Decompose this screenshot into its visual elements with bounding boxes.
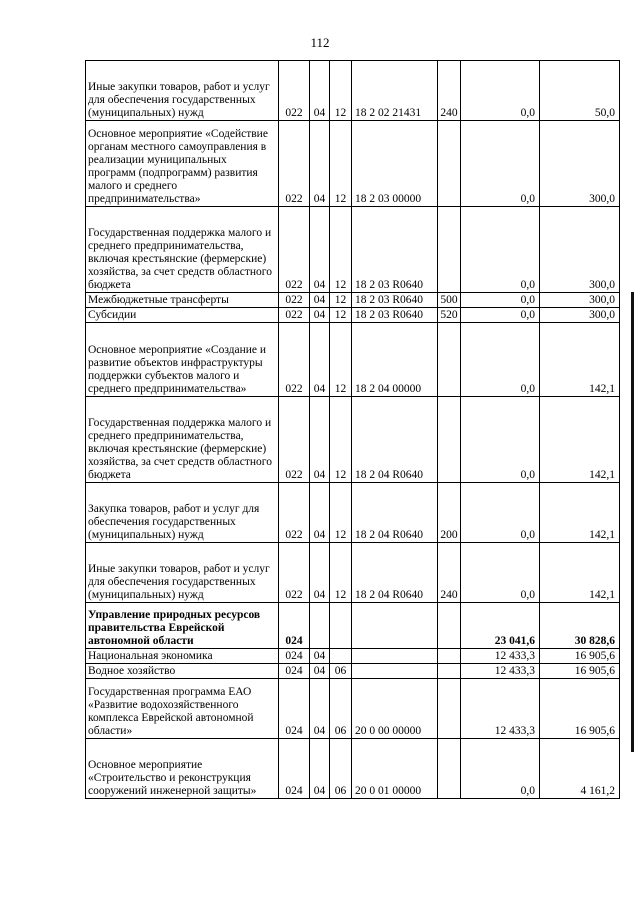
table-row [86, 121, 620, 207]
target-article: 18 2 03 R0640 [352, 293, 438, 308]
scan-edge-mark [631, 292, 634, 752]
expense-type: 200 [438, 483, 461, 543]
subsection-code: 06 [330, 679, 352, 739]
amount-year-2: 300,0 [540, 121, 620, 207]
amount-year-2: 50,0 [540, 61, 620, 121]
subsection-code: 12 [330, 207, 352, 293]
section-code: 04 [310, 323, 330, 397]
amount-year-2: 300,0 [540, 207, 620, 293]
subsection-code: 06 [330, 664, 352, 679]
budget-table [85, 60, 620, 799]
amount-year-2: 16 905,6 [540, 679, 620, 739]
table-row [86, 649, 620, 664]
expense-type [438, 397, 461, 483]
expense-type: 240 [438, 61, 461, 121]
section-code [310, 603, 330, 649]
table-row [86, 664, 620, 679]
target-article: 18 2 03 00000 [352, 121, 438, 207]
row-name: Межбюджетные трансферты [86, 293, 279, 308]
row-name: Управление природных ресурсов правительства Еврейской автономной области [86, 603, 279, 649]
target-article: 18 2 04 R0640 [352, 397, 438, 483]
subsection-code: 12 [330, 323, 352, 397]
row-name: Государственная программа ЕАО «Развитие водохозяйственного комплекса Еврейской автономной области» [86, 679, 279, 739]
target-article: 18 2 03 R0640 [352, 308, 438, 323]
amount-year-1: 12 433,3 [461, 649, 540, 664]
row-name: Иные закупки товаров, работ и услуг для обеспечения государственных (муниципальных) нужд [86, 543, 279, 603]
target-article [352, 603, 438, 649]
amount-year-2: 16 905,6 [540, 649, 620, 664]
page-number: 112 [310, 35, 330, 50]
subsection-code: 12 [330, 397, 352, 483]
ministry-code: 024 [279, 603, 310, 649]
amount-year-1: 0,0 [461, 483, 540, 543]
subsection-code [330, 603, 352, 649]
ministry-code: 024 [279, 739, 310, 799]
row-name: Основное мероприятие «Строительство и реконструкция сооружений инженерной защиты» [86, 739, 279, 799]
expense-type [438, 603, 461, 649]
expense-type: 500 [438, 293, 461, 308]
amount-year-2: 4 161,2 [540, 739, 620, 799]
amount-year-1: 0,0 [461, 308, 540, 323]
expense-type [438, 207, 461, 293]
section-code: 04 [310, 679, 330, 739]
ministry-code: 022 [279, 483, 310, 543]
subsection-code: 06 [330, 739, 352, 799]
amount-year-2: 142,1 [540, 323, 620, 397]
amount-year-2: 300,0 [540, 308, 620, 323]
ministry-code: 022 [279, 397, 310, 483]
target-article: 18 2 04 R0640 [352, 483, 438, 543]
ministry-code: 024 [279, 664, 310, 679]
amount-year-2: 16 905,6 [540, 664, 620, 679]
table-row [86, 603, 620, 649]
target-article: 18 2 04 R0640 [352, 543, 438, 603]
ministry-code: 022 [279, 61, 310, 121]
section-code: 04 [310, 293, 330, 308]
ministry-code: 024 [279, 679, 310, 739]
expense-type [438, 649, 461, 664]
amount-year-2: 30 828,6 [540, 603, 620, 649]
subsection-code: 12 [330, 61, 352, 121]
expense-type [438, 739, 461, 799]
row-name: Государственная поддержка малого и среднего предпринимательства, включая крестьянские (фермерские) хозяйства, за счет средств областного бюджета [86, 207, 279, 293]
row-name: Государственная поддержка малого и среднего предпринимательства, включая крестьянские (фермерские) хозяйства, за счет средств областного бюджета [86, 397, 279, 483]
section-code: 04 [310, 543, 330, 603]
ministry-code: 022 [279, 207, 310, 293]
target-article: 18 2 03 R0640 [352, 207, 438, 293]
amount-year-1: 0,0 [461, 739, 540, 799]
section-code: 04 [310, 739, 330, 799]
row-name: Закупка товаров, работ и услуг для обеспечения государственных (муниципальных) нужд [86, 483, 279, 543]
amount-year-1: 0,0 [461, 323, 540, 397]
subsection-code: 12 [330, 543, 352, 603]
amount-year-2: 300,0 [540, 293, 620, 308]
ministry-code: 022 [279, 308, 310, 323]
amount-year-1: 0,0 [461, 61, 540, 121]
section-code: 04 [310, 308, 330, 323]
amount-year-2: 142,1 [540, 483, 620, 543]
target-article: 18 2 02 21431 [352, 61, 438, 121]
subsection-code [330, 649, 352, 664]
amount-year-1: 0,0 [461, 207, 540, 293]
section-code: 04 [310, 121, 330, 207]
amount-year-1: 12 433,3 [461, 664, 540, 679]
table-row [86, 679, 620, 739]
table-row [86, 483, 620, 543]
amount-year-1: 0,0 [461, 543, 540, 603]
subsection-code: 12 [330, 308, 352, 323]
section-code: 04 [310, 649, 330, 664]
subsection-code: 12 [330, 293, 352, 308]
row-name: Национальная экономика [86, 649, 279, 664]
ministry-code: 024 [279, 649, 310, 664]
row-name: Основное мероприятие «Создание и развитие объектов инфраструктуры поддержки субъектов малого и среднего предпринимательства» [86, 323, 279, 397]
table-row [86, 739, 620, 799]
amount-year-1: 12 433,3 [461, 679, 540, 739]
section-code: 04 [310, 483, 330, 543]
amount-year-1: 0,0 [461, 121, 540, 207]
row-name: Иные закупки товаров, работ и услуг для обеспечения государственных (муниципальных) нужд [86, 61, 279, 121]
target-article: 20 0 01 00000 [352, 739, 438, 799]
subsection-code: 12 [330, 121, 352, 207]
row-name: Основное мероприятие «Содействие органам местного самоуправления в реализации муниципальных программ (подпрограмм) развития малого и среднего предпринимательства» [86, 121, 279, 207]
amount-year-1: 0,0 [461, 397, 540, 483]
section-code: 04 [310, 397, 330, 483]
expense-type [438, 323, 461, 397]
expense-type: 240 [438, 543, 461, 603]
table-row [86, 397, 620, 483]
table-row [86, 308, 620, 323]
table-row [86, 207, 620, 293]
table-row [86, 61, 620, 121]
amount-year-1: 0,0 [461, 293, 540, 308]
section-code: 04 [310, 207, 330, 293]
target-article [352, 664, 438, 679]
expense-type [438, 121, 461, 207]
row-name: Субсидии [86, 308, 279, 323]
table-row [86, 543, 620, 603]
ministry-code: 022 [279, 543, 310, 603]
target-article: 18 2 04 00000 [352, 323, 438, 397]
amount-year-1: 23 041,6 [461, 603, 540, 649]
subsection-code: 12 [330, 483, 352, 543]
amount-year-2: 142,1 [540, 543, 620, 603]
table-row [86, 293, 620, 308]
ministry-code: 022 [279, 323, 310, 397]
row-name: Водное хозяйство [86, 664, 279, 679]
table-row [86, 323, 620, 397]
ministry-code: 022 [279, 293, 310, 308]
ministry-code: 022 [279, 121, 310, 207]
target-article [352, 649, 438, 664]
amount-year-2: 142,1 [540, 397, 620, 483]
expense-type: 520 [438, 308, 461, 323]
section-code: 04 [310, 664, 330, 679]
section-code: 04 [310, 61, 330, 121]
expense-type [438, 679, 461, 739]
expense-type [438, 664, 461, 679]
target-article: 20 0 00 00000 [352, 679, 438, 739]
